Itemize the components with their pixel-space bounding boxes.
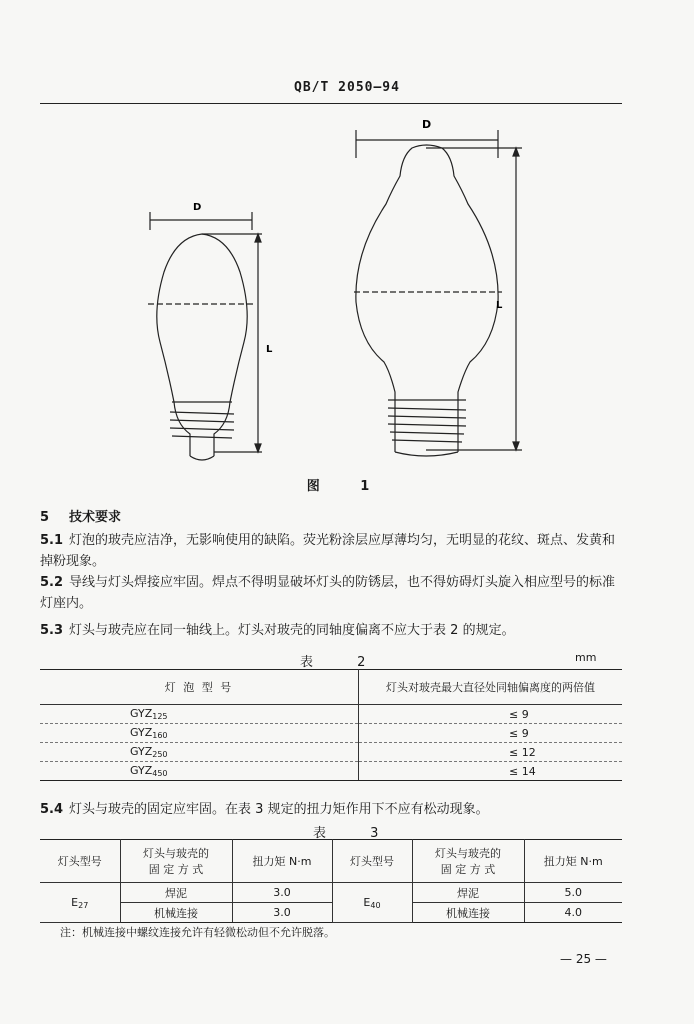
dim-l-large: L [496,300,503,311]
table-row [40,762,622,781]
deviation-value: ≤ 14 [359,762,623,781]
base-type-subscript: 40 [370,900,381,910]
table-2 [40,669,622,781]
small-lamp-drawing [157,234,247,460]
section-heading [40,506,121,525]
model-name: GYZ [130,726,153,739]
paragraph-5-4 [40,799,622,820]
table-3 [40,839,622,923]
table3-header-row [40,840,622,883]
table-note: 注：机械连接中螺纹连接允许有轻微松动但不允许脱落。 [60,926,335,939]
base-type-letter: E [71,895,79,909]
dim-d-large: D [422,118,432,131]
table-row [40,743,622,762]
table3-caption: 表 3 [313,826,399,841]
clause-number: 5.1 [40,533,64,548]
torque-value: 4.0 [524,903,622,923]
fixing-method: 机械连接 [412,903,524,923]
model-name: GYZ [130,745,153,758]
table3-header: 灯头与玻壳的固 定 方 式 [412,840,524,883]
paragraph-5-3 [40,620,622,641]
model-subscript: 450 [152,769,168,778]
base-type-right [332,883,412,923]
fixing-method: 焊泥 [120,883,232,903]
deviation-value: ≤ 9 [359,724,623,743]
figure-caption: 图 1 [306,479,388,494]
table-row [40,705,622,724]
lamp-figure [130,112,550,472]
table3-header: 灯头与玻壳的固 定 方 式 [120,840,232,883]
page-number: — 25 — [560,952,607,966]
base-type-letter: E [363,895,371,909]
fixing-method: 机械连接 [120,903,232,923]
table2-header-value: 灯头对玻壳最大直径处同轴偏离度的两倍值 [359,670,623,705]
header-rule [40,103,622,104]
torque-value: 5.0 [524,883,622,903]
table3-header: 灯头型号 [332,840,412,883]
table3-header: 扭力矩 N·m [524,840,622,883]
base-type-left [40,883,120,923]
clause-number: 5.2 [40,575,64,590]
table2-header-model: 灯 泡 型 号 [40,670,359,705]
clause-text: 灯头与玻壳的固定应牢固。在表 3 规定的扭力矩作用下不应有松动现象。 [69,802,489,817]
deviation-value: ≤ 12 [359,743,623,762]
large-lamp-drawing [356,145,498,456]
clause-text: 导线与灯头焊接应牢固。焊点不得明显破坏灯头的防锈层，也不得妨碍灯头旋入相应型号的标准灯座内。 [40,575,616,611]
model-subscript: 250 [152,750,168,759]
base-type-subscript: 27 [78,900,89,910]
table2-unit: mm [575,651,597,664]
table-row [40,903,622,923]
fixing-method: 焊泥 [412,883,524,903]
dim-d-small: D [193,202,202,213]
model-name: GYZ [130,707,153,720]
model-subscript: 125 [152,712,168,721]
paragraph-5-2 [40,572,622,614]
deviation-value: ≤ 9 [359,705,623,724]
torque-value: 3.0 [232,903,332,923]
model-name: GYZ [130,764,153,777]
clause-text: 灯泡的玻壳应洁净，无影响使用的缺陷。荧光粉涂层应厚薄均匀，无明显的花纹、斑点、发黄和掉粉现象。 [40,533,616,569]
table-row [40,883,622,903]
table2-caption: 表 2 [300,655,386,670]
clause-text: 灯头与玻壳应在同一轴线上。灯头对玻壳的同轴度偏离不应大于表 2 的规定。 [69,623,515,638]
section-number: 5 [40,510,50,525]
paragraph-5-1 [40,530,622,572]
clause-number: 5.4 [40,802,64,817]
dim-l-small: L [266,344,273,355]
torque-value: 3.0 [232,883,332,903]
standard-header: QB/T 2050—94 [294,80,400,95]
table3-header: 扭力矩 N·m [232,840,332,883]
table3-header: 灯头型号 [40,840,120,883]
model-subscript: 160 [152,731,168,740]
table-row [40,724,622,743]
clause-number: 5.3 [40,623,64,638]
section-title: 技术要求 [69,510,122,525]
